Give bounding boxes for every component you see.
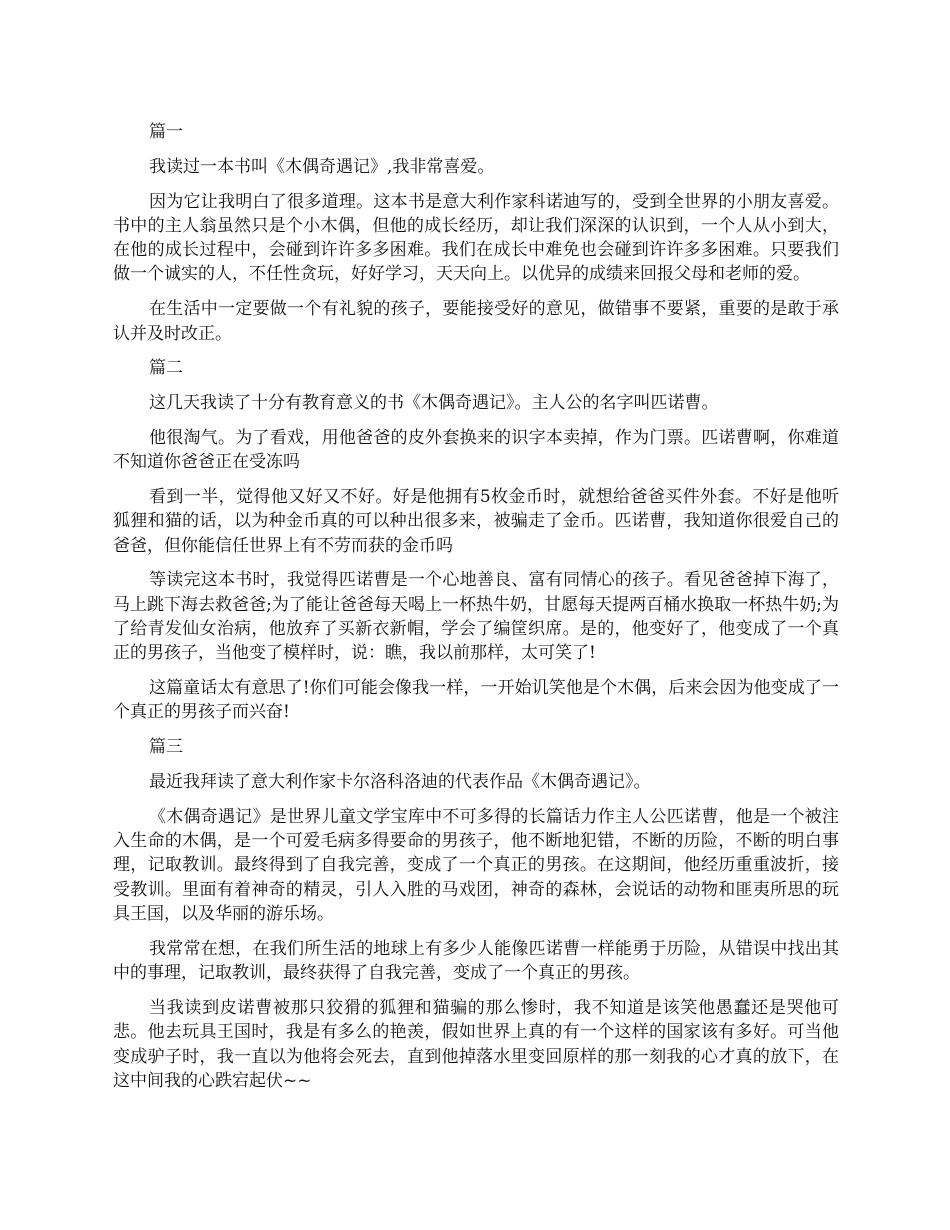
section-heading: 篇一 xyxy=(149,122,183,142)
paragraph: 我读过一本书叫《木偶奇遇记》,我非常喜爱。 xyxy=(149,156,495,177)
section-heading: 篇三 xyxy=(149,737,183,758)
document-page xyxy=(113,120,839,1104)
section-2 xyxy=(113,356,839,724)
section-1 xyxy=(113,120,839,346)
paragraph: 这篇童话太有意思了!你们可能会像我一样，一开始讥笑他是个木偶，后来会因为他变成了一个真正的男孩子而兴奋! xyxy=(113,678,839,723)
paragraph: 因为它让我明白了很多道理。这本书是意大利作家科诺迪写的，受到全世界的小朋友喜爱。书中的主人翁虽然只是个小木偶，但他的成长经历，却让我们深深的认识到，一个人从小到大，在他的成长过程中，会碰到许许多多困难。我们在成长中难免也会碰到许许多多困难。只要我们做一个诚实的人，不任性贪玩，好好学习，天天向上。以优异的成绩来回报父母和老师的爱。 xyxy=(113,191,839,285)
paragraph: 等读完这本书时，我觉得匹诺曹是一个心地善良、富有同情心的孩子。看见爸爸掉下海了，马上跳下海去救爸爸;为了能让爸爸每天喝上一杯热牛奶，甘愿每天提两百桶水换取一杯热牛奶;为了给青发仙女治病，他放弃了买新衣新帽，学会了编筐织席。是的，他变好了，他变成了一个真正的男孩子，当他变了模样时，说：瞧，我以前那样，太可笑了! xyxy=(113,570,840,664)
paragraph: 最近我拜读了意大利作家卡尔洛科洛迪的代表作品《木偶奇遇记》。 xyxy=(149,772,651,793)
paragraph: 他很淘气。为了看戏，用他爸爸的皮外套换来的识字本卖掉，作为门票。匹诺曹啊，你难道不知道你爸爸正在受冻吗 xyxy=(113,427,839,473)
paragraph: 在生活中一定要做一个有礼貌的孩子，要能接受好的意见，做错事不要紧，重要的是敢于承认并及时改正。 xyxy=(113,299,839,344)
paragraph: 《木偶奇遇记》是世界儿童文学宝库中不可多得的长篇话力作主人公匹诺曹，他是一个被注入生命的木偶，是一个可爱毛病多得要命的男孩子，他不断地犯错，不断的历险，不断的明白事理，记取教训。最终得到了自我完善，变成了一个真正的男孩。在这期间，他经历重重波折，接受教训。里面有着神奇的精灵，引人入胜的马戏团，神奇的森林，会说话的动物和匪夷所思的玩具王国，以及华丽的游乐场。 xyxy=(113,806,839,925)
paragraph: 这几天我读了十分有教育意义的书《木偶奇遇记》。主人公的名字叫匹诺曹。 xyxy=(149,393,719,414)
paragraph: 当我读到皮诺曹被那只狡猾的狐狸和猫骗的那么惨时，我不知道是该笑他愚蠢还是哭他可悲。他去玩具王国时，我是有多么的艳羡，假如世界上真的有一个这样的国家该有多好。可当他变成驴子时，我一直以为他将会死去，直到他掉落水里变回原样的那一刻我的心才真的放下，在这中间我的心跌宕起伏~~ xyxy=(113,997,839,1091)
paragraph: 看到一半，觉得他又好又不好。好是他拥有5枚金币时，就想给爸爸买件外套。不好是他听狐狸和猫的话，以为种金币真的可以种出很多来，被骗走了金币。匹诺曹，我知道你很爱自己的爸爸，但你能信任世界上有不劳而获的金币吗 xyxy=(113,487,839,556)
section-heading: 篇二 xyxy=(149,358,183,379)
paragraph: 我常常在想，在我们所生活的地球上有多少人能像匹诺曹一样能勇于历险，从错误中找出其中的事理，记取教训，最终获得了自我完善，变成了一个真正的男孩。 xyxy=(113,938,839,984)
section-3 xyxy=(113,735,839,1093)
